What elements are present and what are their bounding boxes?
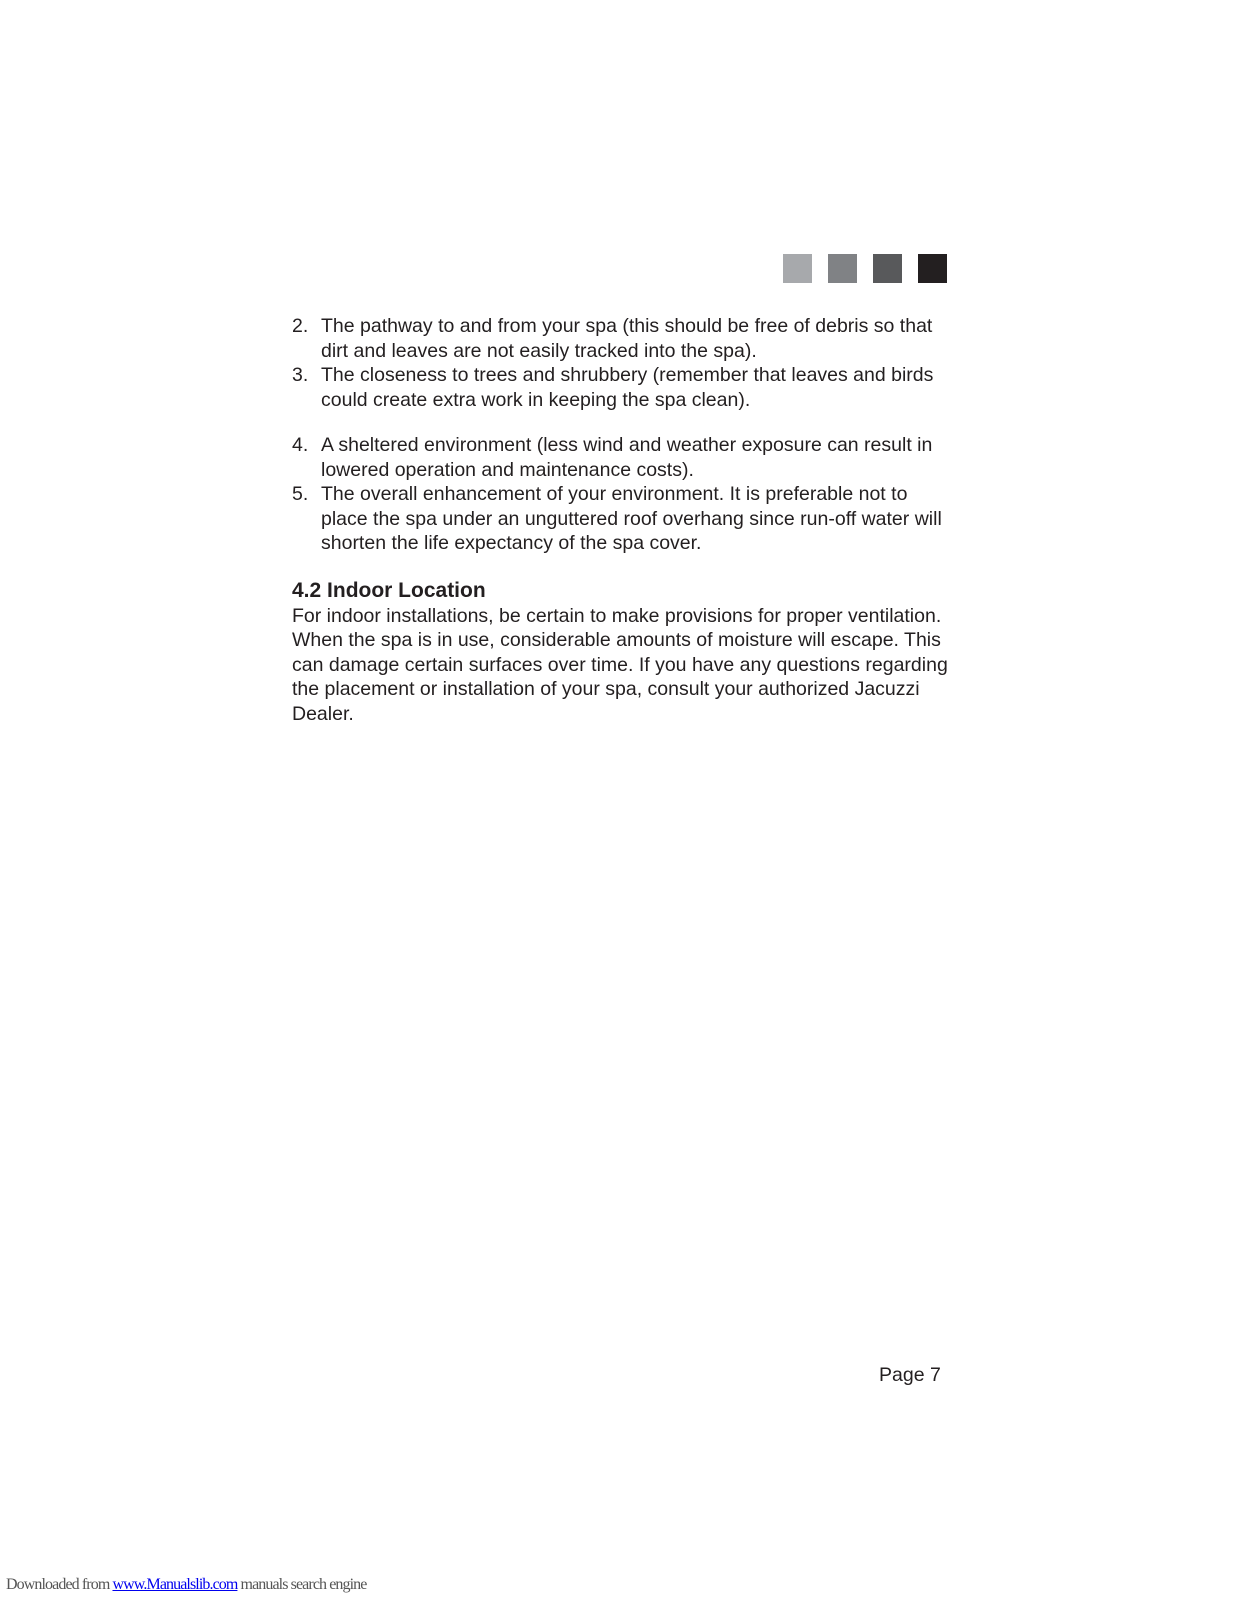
section-heading: 4.2 Indoor Location bbox=[292, 578, 486, 602]
list-text: The closeness to trees and shrubbery (remember that leaves and birds could create extra work in keeping the spa clean). bbox=[321, 364, 934, 411]
list-item bbox=[292, 314, 952, 363]
header-squares bbox=[783, 254, 947, 283]
list-item bbox=[292, 482, 952, 556]
manualslib-link[interactable]: www.Manualslib.com bbox=[112, 1576, 238, 1593]
list-item bbox=[292, 433, 952, 482]
gray-square-3 bbox=[873, 254, 902, 283]
gray-square-4 bbox=[918, 254, 947, 283]
list-item bbox=[292, 363, 952, 412]
considerations-list bbox=[292, 314, 952, 556]
list-text: A sheltered environment (less wind and weather exposure can result in lowered operation and maintenance costs). bbox=[321, 434, 933, 481]
gray-square-1 bbox=[783, 254, 812, 283]
footer-prefix: Downloaded from bbox=[6, 1576, 113, 1593]
list-number: 2. bbox=[292, 315, 309, 337]
list-number: 3. bbox=[292, 364, 309, 386]
list-number: 4. bbox=[292, 434, 309, 456]
gray-square-2 bbox=[828, 254, 857, 283]
download-footer bbox=[6, 1576, 366, 1594]
section-body: For indoor installations, be certain to make provisions for proper ventilation. When the spa is in use, considerable amounts of moisture will escape. This can damage certain surfaces over time. If you have any questions regarding the placement or installation of your spa, consult your authorized Jacuzzi Dealer. bbox=[292, 604, 948, 725]
list-text: The overall enhancement of your environment. It is preferable not to place the spa under an unguttered roof overhang since run-off water will shorten the life expectancy of the spa cover. bbox=[321, 483, 942, 554]
list-text: The pathway to and from your spa (this should be free of debris so that dirt and leaves are not easily tracked into the spa). bbox=[321, 315, 933, 362]
page-content bbox=[292, 314, 952, 726]
page-number: Page 7 bbox=[879, 1364, 941, 1386]
list-number: 5. bbox=[292, 483, 309, 505]
footer-suffix: manuals search engine bbox=[237, 1576, 367, 1593]
